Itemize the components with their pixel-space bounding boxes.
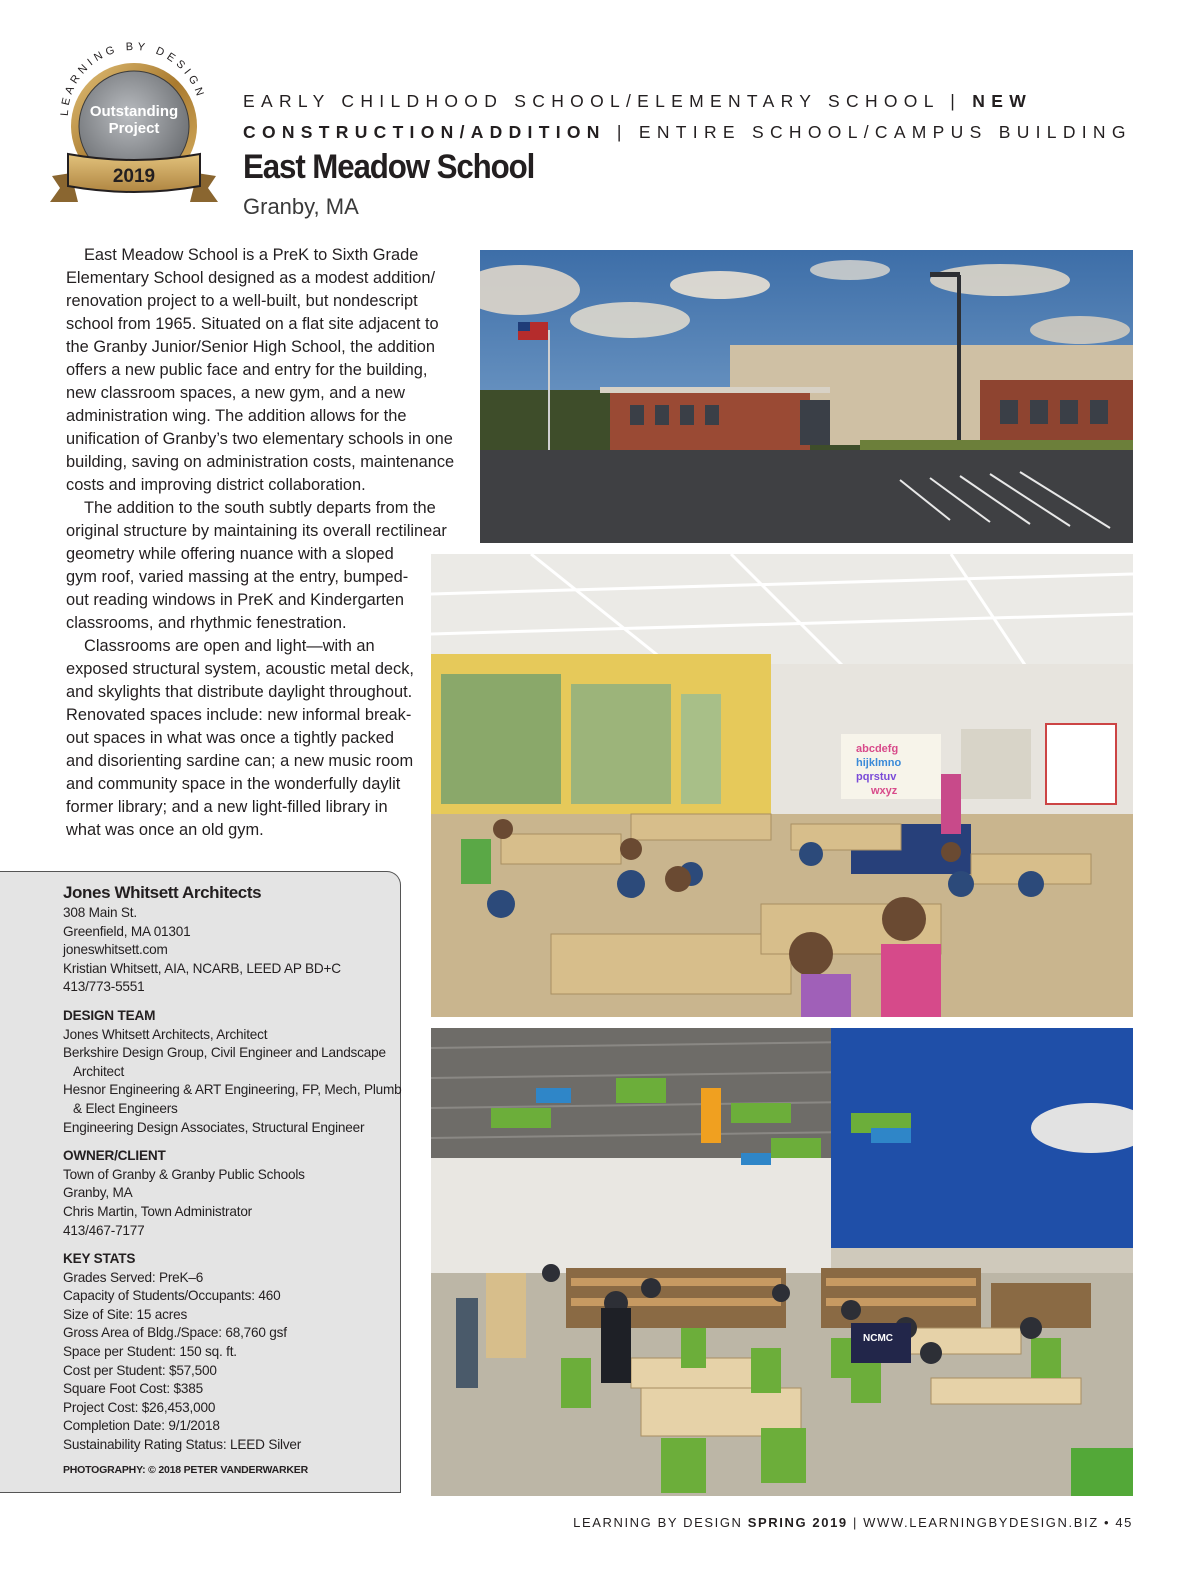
project-info [63, 882, 402, 1479]
page-title: East Meadow School [243, 148, 535, 186]
category-text-2: | ENTIRE SCHOOL/CAMPUS BUILDING [605, 122, 1132, 142]
stat-item: Space per Student: 150 sq. ft. [63, 1344, 237, 1360]
body-line: new classroom spaces, a new gym, and a new [66, 384, 405, 402]
firm-website: joneswhitsett.com [63, 942, 168, 958]
badge-line2: Project [108, 120, 160, 137]
body-line: building, saving on administration costs, maintenance [66, 453, 455, 471]
stat-item: Sustainability Rating Status: LEED Silver [63, 1437, 302, 1453]
body-line: out spaces in what was once a tightly packed [66, 729, 395, 747]
key-stats-heading: KEY STATS [63, 1251, 136, 1267]
category-line [243, 86, 1143, 148]
owner-heading: OWNER/CLIENT [63, 1148, 166, 1164]
exterior-photo [480, 250, 1133, 543]
footer-url: WWW.LEARNINGBYDESIGN.BIZ [863, 1515, 1099, 1530]
body-line: Elementary School designed as a modest addition/ [66, 269, 436, 287]
firm-address: 308 Main St. [63, 905, 137, 920]
page-footer [573, 1515, 1133, 1530]
badge-line1: Outstanding [89, 103, 179, 120]
stat-item: Square Foot Cost: $385 [63, 1381, 203, 1397]
design-team-item: Architect [73, 1063, 125, 1079]
owner-item: 413/467-7177 [63, 1222, 145, 1238]
footer-magazine: LEARNING BY DESIGN [573, 1515, 748, 1530]
body-line: offers a new public face and entry for the building, [66, 361, 428, 379]
page-number: 45 [1115, 1515, 1133, 1530]
library-photo [431, 1028, 1133, 1496]
footer-issue: SPRING 2019 [747, 1515, 848, 1530]
award-badge [48, 36, 220, 208]
stat-item: Gross Area of Bldg./Space: 68,760 gsf [63, 1325, 287, 1341]
stat-item: Capacity of Students/Occupants: 460 [63, 1288, 281, 1304]
photo-credit: PHOTOGRAPHY: © 2018 PETER VANDERWARKER [63, 1463, 308, 1476]
firm-contact: Kristian Whitsett, AIA, NCARB, LEED AP BD+C [63, 960, 341, 976]
body-line: school from 1965. Situated on a flat site adjacent to [66, 315, 439, 333]
body-line: unification of Granby’s two elementary schools in one [66, 430, 453, 448]
body-line: and community space in the wonderfully daylit [66, 775, 401, 793]
category-bold-2: CONSTRUCTION/ADDITION [243, 122, 606, 142]
board-text-2: hijklmno [856, 757, 902, 769]
board-text-3: pqrstuv [856, 771, 897, 783]
body-line: the Granby Junior/Senior High School, the addition [66, 338, 436, 356]
body-line: exposed structural system, acoustic metal deck, [66, 660, 414, 678]
badge-arc-text: LEARNING BY DESIGN [58, 40, 207, 117]
body-line: classrooms, and rhythmic fenestration. [66, 614, 347, 632]
article-body [66, 244, 454, 842]
owner-item: Chris Martin, Town Administrator [63, 1203, 253, 1219]
body-line: East Meadow School is a PreK to Sixth Grade [84, 246, 419, 264]
category-row-2 [243, 122, 1132, 142]
location-subtitle: Granby, MA [243, 194, 359, 219]
stat-item: Project Cost: $26,453,000 [63, 1399, 216, 1415]
body-line: Classrooms are open and light—with an [84, 637, 375, 655]
body-line: out reading windows in PreK and Kindergarten [66, 591, 405, 609]
design-team-heading: DESIGN TEAM [63, 1007, 156, 1023]
stat-item: Completion Date: 9/1/2018 [63, 1418, 220, 1434]
owner-item: Granby, MA [63, 1185, 133, 1201]
body-line: Renovated spaces include: new informal break- [66, 706, 412, 724]
body-line: gym roof, varied massing at the entry, bumped- [66, 568, 409, 586]
design-team-item: & Elect Engineers [73, 1100, 178, 1116]
body-line: and disorienting sardine can; a new music room [66, 752, 414, 770]
footer-bullet: • [1098, 1515, 1116, 1530]
library-sign-text: NCMC [863, 1333, 893, 1344]
stat-item: Grades Served: PreK–6 [63, 1269, 204, 1285]
category-bold-1: NEW [972, 91, 1033, 111]
stat-item: Size of Site: 15 acres [63, 1306, 188, 1322]
category-text-1: EARLY CHILDHOOD SCHOOL/ELEMENTARY SCHOOL | [243, 91, 973, 111]
body-line: costs and improving district collaboration. [66, 476, 366, 494]
body-line: original structure by maintaining its overall rectilinear [66, 522, 447, 540]
board-text-4: wxyz [871, 785, 898, 797]
stat-item: Cost per Student: $57,500 [63, 1362, 217, 1378]
owner-item: Town of Granby & Granby Public Schools [63, 1166, 305, 1182]
design-team-item: Jones Whitsett Architects, Architect [63, 1026, 268, 1042]
body-line: geometry while offering nuance with a sloped [66, 545, 394, 563]
body-line: former library; and a new light-filled library in [66, 798, 388, 816]
body-line: administration wing. The addition allows for the [66, 407, 407, 425]
classroom-photo [431, 554, 1133, 1017]
badge-year: 2019 [112, 166, 156, 187]
body-line: what was once an old gym. [66, 821, 264, 839]
footer-separator: | [847, 1515, 864, 1530]
firm-city: Greenfield, MA 01301 [63, 923, 191, 939]
design-team-item: Hesnor Engineering & ART Engineering, FP, Mech, Plumb [63, 1082, 402, 1098]
design-team-item: Engineering Design Associates, Structural Engineer [63, 1119, 365, 1135]
design-team-item: Berkshire Design Group, Civil Engineer and Landscape [63, 1045, 386, 1061]
board-text-1: abcdefg [856, 743, 899, 755]
body-line: and skylights that distribute daylight throughout. [66, 683, 413, 701]
firm-name: Jones Whitsett Architects [63, 883, 262, 902]
body-line: renovation project to a well-built, but nondescript [66, 292, 418, 310]
category-row-1 [243, 91, 1032, 111]
firm-phone: 413/773-5551 [63, 979, 145, 995]
body-line: The addition to the south subtly departs from the [84, 499, 436, 517]
